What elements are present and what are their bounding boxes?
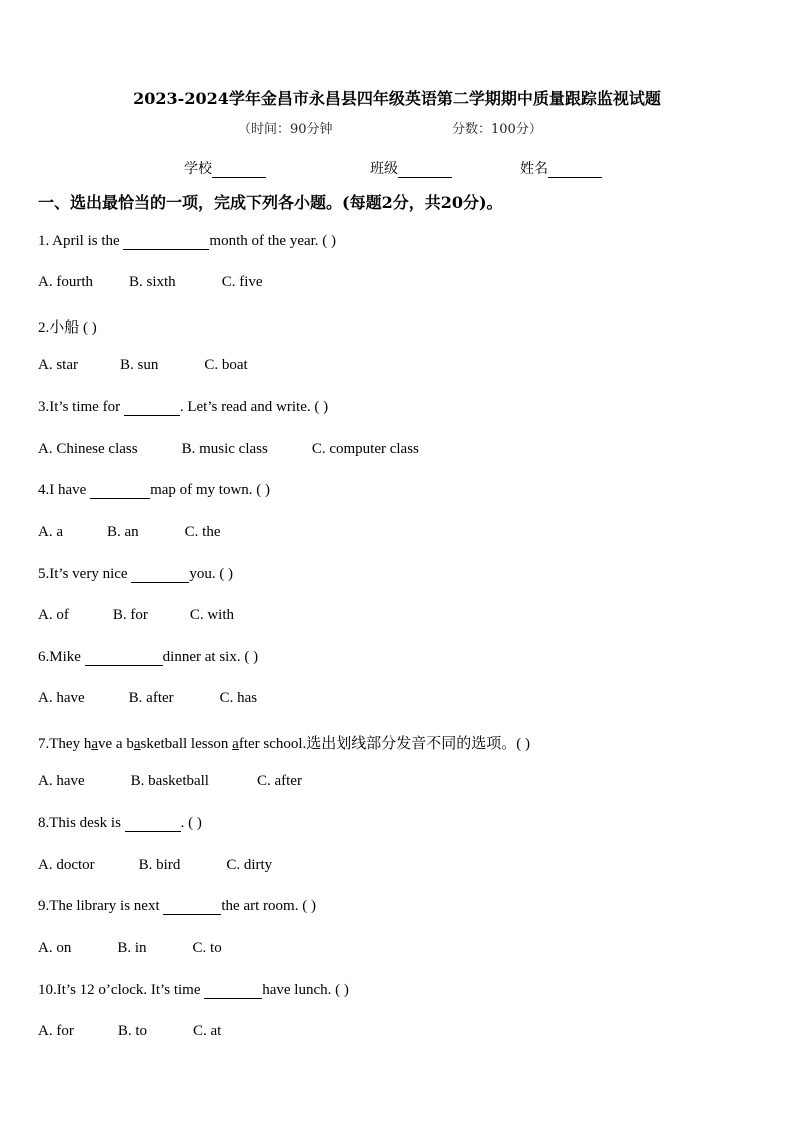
options-9 [38,940,222,957]
underlined-letter: a [91,736,98,752]
options-6 [38,690,257,707]
name-field[interactable] [520,158,602,178]
answer-blank[interactable] [124,400,180,416]
option-c[interactable]: C. to [192,940,222,956]
option-b[interactable]: B. for [112,607,148,623]
options-3 [38,441,419,458]
option-a[interactable]: A. for [38,1023,74,1039]
question-5 [38,566,233,583]
options-8 [38,857,272,874]
question-text: have lunch. ( ) [262,982,349,998]
options-5 [38,607,234,624]
question-text: 10.It’s 12 o’clock. It’s time [38,982,205,998]
question-text: the art room. ( ) [221,898,316,914]
options-7 [38,773,302,790]
option-a[interactable]: A. Chinese class [38,441,138,457]
option-b[interactable]: B. bird [138,857,181,873]
option-c[interactable]: C. the [184,524,221,540]
question-text: 8.This desk is [38,815,125,831]
page-title: 2023-2024学年金昌市永昌县四年级英语第二学期期中质量跟踪监视试题 [133,89,661,108]
class-label: 班级 [370,161,398,177]
options-1 [38,274,263,291]
answer-blank[interactable] [125,816,181,832]
option-b[interactable]: B. sixth [129,274,176,290]
question-7 [38,732,530,753]
answer-blank[interactable] [163,899,221,915]
question-text: 4.I have [38,482,91,498]
option-c[interactable]: C. five [221,274,263,290]
question-text: 2.小船 ( ) [38,320,97,336]
answer-blank[interactable] [85,650,163,666]
option-c[interactable]: C. after [256,773,302,789]
question-text: 9.The library is next [38,898,164,914]
question-2 [38,316,97,337]
question-1 [38,233,336,250]
option-b[interactable]: B. an [107,524,139,540]
option-a[interactable]: A. have [38,690,85,706]
options-2 [38,357,248,374]
option-b[interactable]: B. after [128,690,174,706]
answer-blank[interactable] [131,567,189,583]
option-a[interactable]: A. on [38,940,72,956]
option-a[interactable]: A. fourth [38,274,93,290]
option-b[interactable]: B. music class [181,441,268,457]
question-text: 5.It’s very nice [38,566,132,582]
option-a[interactable]: A. star [38,357,78,373]
question-text: month of the year. ( ) [209,233,337,249]
class-field[interactable] [370,158,452,178]
section-heading: 一、选出最恰当的一项，完成下列各小题。(每题2分，共20分)。 [38,193,503,212]
option-a[interactable]: A. of [38,607,69,623]
option-b[interactable]: B. in [117,940,147,956]
option-b[interactable]: B. sun [120,357,159,373]
name-label: 姓名 [520,161,548,177]
question-3 [38,399,328,416]
exam-score: 分数：100分） [452,122,542,137]
option-c[interactable]: C. at [193,1023,222,1039]
question-text: fter school.选出划线部分发音不同的选项。( ) [238,736,531,752]
question-text: . ( ) [180,815,202,831]
option-c[interactable]: C. computer class [311,441,419,457]
class-blank[interactable] [398,163,452,178]
question-6 [38,649,258,666]
options-4 [38,524,221,541]
question-text: sketball lesson [140,736,233,752]
option-a[interactable]: A. doctor [38,857,95,873]
question-text: you. ( ) [189,566,234,582]
school-field[interactable] [184,158,266,178]
option-c[interactable]: C. boat [204,357,248,373]
question-text: 1. April is the [38,233,124,249]
option-c[interactable]: C. dirty [226,857,273,873]
underlined-letter: a [232,736,239,752]
options-10 [38,1023,221,1040]
question-text: map of my town. ( ) [150,482,271,498]
question-9 [38,898,316,915]
question-text: dinner at six. ( ) [162,649,259,665]
answer-blank[interactable] [204,983,262,999]
answer-blank[interactable] [90,483,150,499]
option-c[interactable]: C. has [219,690,258,706]
underlined-letter: a [133,736,141,752]
question-text: 3.It’s time for [38,399,124,415]
school-label: 学校 [184,161,212,177]
question-text: . Let’s read and write. ( ) [179,399,329,415]
answer-blank[interactable] [123,234,209,250]
option-a[interactable]: A. have [38,773,85,789]
question-text: 7.They h [38,736,92,752]
name-blank[interactable] [548,163,602,178]
question-text: ve a b [98,736,134,752]
question-8 [38,815,202,832]
option-b[interactable]: B. basketball [130,773,209,789]
option-a[interactable]: A. a [38,524,63,540]
option-b[interactable]: B. to [117,1023,148,1039]
question-4 [38,482,270,499]
question-text: 6.Mike [38,649,85,665]
exam-time: （时间：90分钟 [238,122,333,137]
question-10 [38,982,349,999]
school-blank[interactable] [212,163,266,178]
option-c[interactable]: C. with [189,607,235,623]
